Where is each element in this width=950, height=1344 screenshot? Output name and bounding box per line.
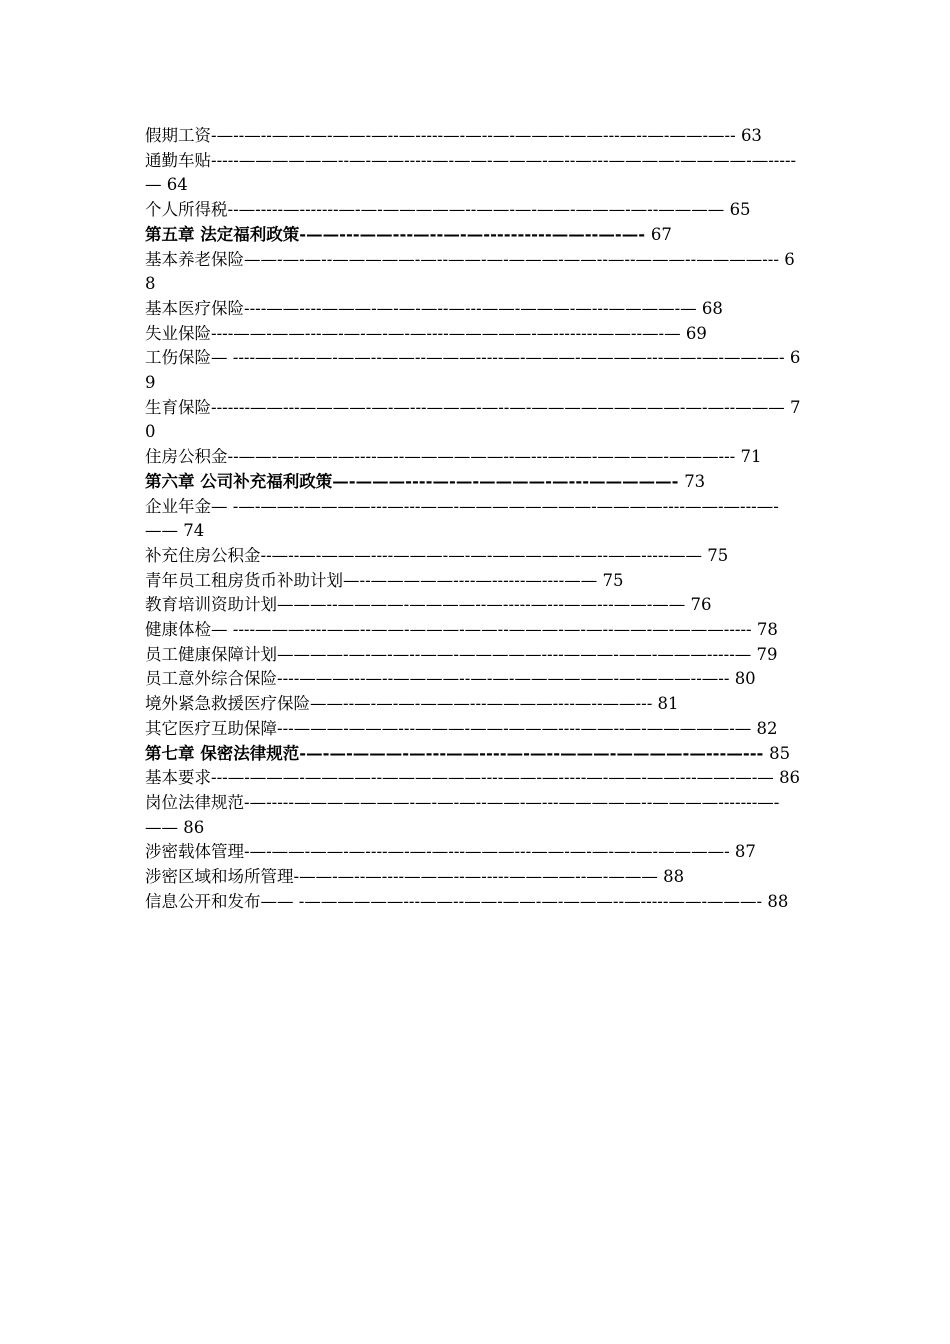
toc-entry-page-number: 70	[145, 397, 801, 442]
toc-entry	[145, 544, 805, 569]
toc-entry-leader: -——---——---—--—-—----------——--—-—-	[299, 224, 646, 244]
toc-entry-page-number: 67	[650, 224, 672, 244]
toc-entry-title: 补充住房公积金	[145, 545, 261, 565]
toc-entry	[145, 593, 805, 618]
toc-entry-page-number: 68	[145, 249, 795, 294]
toc-entry-title: 境外紧急救援医疗保险	[145, 694, 310, 714]
toc-entry-leader: —--—————----—------—----——	[343, 570, 598, 590]
toc-entry-title: 失业保险	[145, 323, 211, 343]
toc-entry-leader: -——-—--—----———--—-----————--—-———	[293, 867, 658, 887]
toc-entry-leader: ----———---—--————--—-—-——————-—-———--—--	[277, 669, 730, 689]
toc-entry-page-number: 69	[685, 323, 707, 343]
toc-entry	[145, 643, 805, 668]
toc-entry-page-number: 75	[602, 570, 624, 590]
toc-entry-leader: ————-—-—-—--——-—————----———-——-———-----—	[277, 644, 752, 664]
toc-entry-page-number: 78	[756, 620, 778, 640]
toc-entry	[145, 865, 805, 890]
toc-entry-leader: ——--—-—-—-———---————----—--——---	[310, 694, 653, 714]
toc-entry	[145, 667, 805, 692]
toc-entry-page-number: 87	[734, 842, 756, 862]
toc-entry-title: 个人所得税	[145, 200, 228, 220]
toc-entry-title: 青年员工租房货币补助计划	[145, 570, 343, 590]
toc-entry	[145, 692, 805, 717]
toc-entry	[145, 149, 805, 198]
toc-list	[145, 124, 805, 915]
toc-entry-page-number: 81	[657, 694, 679, 714]
toc-entry-leader: — ----———----——--——-———-——--———-—-—--——-—-———-----	[211, 620, 752, 640]
toc-entry-leader: — -—-——--————---—---——-————————-————----——-—---—-——	[145, 496, 779, 541]
toc-entry-title: 基本医疗保险	[145, 298, 244, 318]
toc-entry-title: 涉密载体管理	[145, 842, 244, 862]
toc-entry-title: 涉密区域和场所管理	[145, 867, 294, 887]
toc-entry-title: 员工健康保障计划	[145, 644, 277, 664]
toc-entry-leader: ---———-———---———-——-———----——--—-—————-—	[277, 718, 752, 738]
toc-entry-page-number: 88	[767, 891, 789, 911]
toc-chapter-entry	[145, 223, 805, 248]
toc-entry	[145, 717, 805, 742]
toc-entry	[145, 840, 805, 865]
toc-entry-page-number: 82	[756, 718, 778, 738]
toc-entry	[145, 618, 805, 643]
toc-entry-title: 住房公积金	[145, 447, 228, 467]
toc-entry-page-number: 80	[734, 669, 756, 689]
toc-entry-leader: — ----——--——-——--——--———-----—-———-————---——-—-——-—-	[211, 348, 785, 368]
toc-entry-leader: -—-----———————-—-—-—--——-—---—————--————-------—-——	[145, 792, 780, 837]
toc-entry-page-number: 75	[707, 545, 729, 565]
toc-entry-page-number: 74	[183, 521, 205, 541]
toc-entry	[145, 766, 805, 791]
toc-entry-leader: -----——————--—-——-----—-——-———-—--—---————-————-—-----—	[145, 150, 797, 195]
toc-entry-page-number: 64	[166, 175, 188, 195]
toc-entry-page-number: 86	[779, 768, 801, 788]
toc-entry-title: 企业年金	[145, 496, 211, 516]
toc-entry-page-number: 71	[740, 447, 762, 467]
toc-entry-page-number: 65	[729, 200, 751, 220]
toc-entry-title: 第五章 法定福利政策	[145, 224, 300, 244]
toc-entry-leader: --——-—-——-—----—--——————--—---—--—-————-———---	[227, 447, 736, 467]
toc-entry-title: 信息公开和发布	[145, 891, 261, 911]
toc-chapter-entry	[145, 470, 805, 495]
toc-entry-title: 基本要求	[145, 768, 211, 788]
toc-entry-title: 通勤车贴	[145, 150, 211, 170]
toc-entry	[145, 495, 805, 544]
toc-chapter-entry	[145, 742, 805, 767]
toc-entry-title: 工伤保险	[145, 348, 211, 368]
toc-entry-page-number: 79	[756, 644, 778, 664]
toc-entry-title: 第六章 公司补充福利政策	[145, 471, 333, 491]
toc-entry-leader: ----——-——---—-—-—-—-—----—————-—--------——--—-—	[211, 323, 681, 343]
toc-entry-page-number: 68	[701, 298, 723, 318]
toc-entry-page-number: 86	[183, 817, 205, 837]
toc-entry-title: 其它医疗互助保障	[145, 718, 277, 738]
toc-entry	[145, 297, 805, 322]
toc-entry-leader: -------——---————-—-—---———-—--—-—————————-—-—--———	[211, 397, 785, 417]
toc-entry	[145, 248, 805, 297]
toc-entry-leader: --—--—-———----———-—-—-—————-—--——-----——	[260, 545, 703, 565]
toc-entry-page-number: 85	[769, 743, 791, 763]
toc-entry-page-number: 69	[145, 348, 801, 393]
toc-entry	[145, 569, 805, 594]
toc-entry-leader: ———--————-————--—-----—---——---——-——	[277, 595, 686, 615]
toc-entry	[145, 890, 805, 915]
toc-entry-title: 员工意外综合保险	[145, 669, 277, 689]
toc-entry-page-number: 63	[740, 126, 762, 145]
toc-entry	[145, 346, 805, 395]
toc-entry-title: 健康体检	[145, 620, 211, 640]
toc-entry	[145, 124, 805, 149]
toc-entry	[145, 445, 805, 470]
toc-entry-title: 基本养老保险	[145, 249, 244, 269]
toc-entry-title: 岗位法律规范	[145, 792, 244, 812]
toc-entry-leader: ---—-———-————--——————----——-—-----—-——-——---——-—-—	[211, 768, 774, 788]
toc-entry-leader: -—-—-———-—---——----—-—--———-————-—---—---	[299, 743, 764, 763]
toc-entry-page-number: 88	[663, 867, 685, 887]
toc-entry-page-number: 73	[684, 471, 706, 491]
toc-entry-leader: —— -——————---——--——-——-—-———--—-----——-———-	[260, 891, 763, 911]
toc-entry-title: 第七章 保密法律规范	[145, 743, 300, 763]
toc-entry-title: 教育培训资助计划	[145, 595, 277, 615]
toc-entry-leader: -—-——-——-—----—-—-—---———---——-—-—-—-—-————-	[244, 842, 730, 862]
toc-entry	[145, 791, 805, 840]
toc-entry-page-number: 76	[690, 595, 712, 615]
toc-entry	[145, 198, 805, 223]
toc-entry-leader: ----——----———-—-—-—--—---——-———-—---————-—	[244, 298, 697, 318]
toc-entry	[145, 396, 805, 445]
toc-entry-leader: —-———----—-—-————-—---—————-	[332, 471, 679, 491]
toc-entry-title: 假期工资	[145, 126, 211, 145]
toc-entry-leader: -—--—--——-—-——-—--—-----—-—--—-———-——---—--—-——-—--	[211, 126, 736, 145]
toc-entry-title: 生育保险	[145, 397, 211, 417]
toc-entry-leader: ——-—-—--—————-—--——-—-———-——--—--———--————---	[244, 249, 779, 269]
toc-entry	[145, 322, 805, 347]
toc-entry-leader: --—-----—-------—-—-—————--——-—-——-———-—--————	[227, 200, 725, 220]
